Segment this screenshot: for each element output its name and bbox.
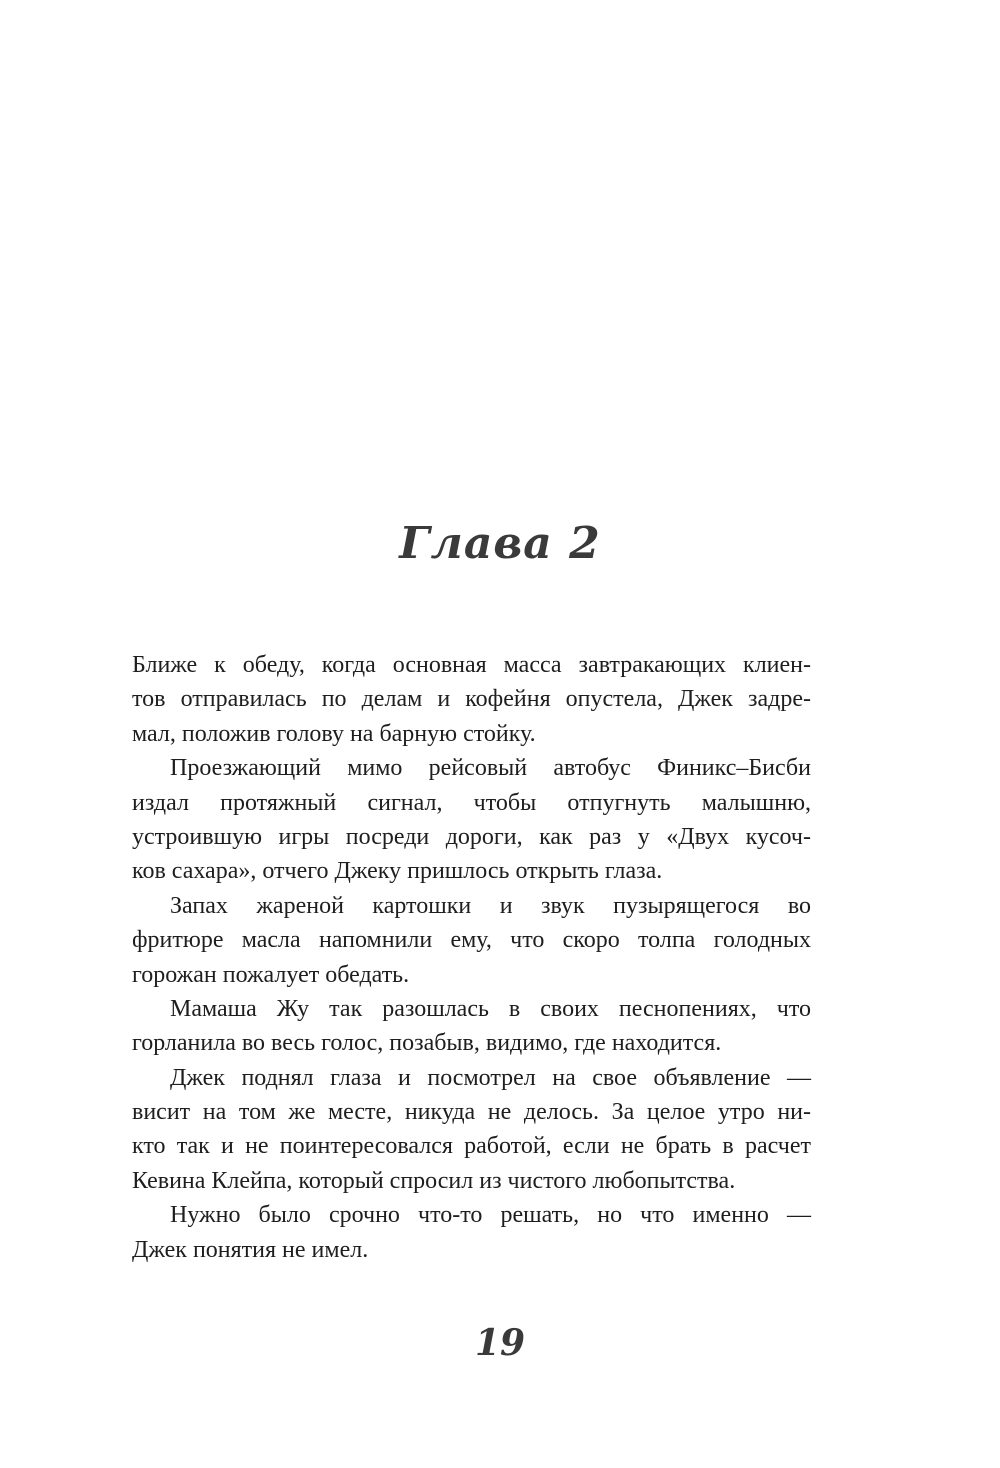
text-line: висит на том же месте, никуда не делось. За целое утро ни- [132,1099,811,1126]
paragraph [132,889,811,992]
text-line: фритюре масла напомнили ему, что скоро толпа голодных [132,927,811,954]
text-line: Кевина Клейпа, который спросил из чистого любопытства. [132,1167,736,1194]
text-line: издал протяжный сигнал, чтобы отпугнуть малышню, [132,789,811,816]
text-line: Запах жареной картошки и звук пузырящегося во [170,892,811,919]
text-line: Проезжающий мимо рейсовый автобус Финикс–Бисби [170,755,811,782]
paragraph [132,1061,811,1199]
text-line: Ближе к обеду, когда основная масса завтракающих клиен- [132,652,811,678]
page-number: 19 [474,1322,526,1364]
text-line: Джек поднял глаза и посмотрел на свое объявление — [170,1064,811,1091]
text-line: Нужно было срочно что-то решать, но что именно — [170,1202,811,1229]
text-line: устроившую игры посреди дороги, как раз у «Двух кусоч- [132,823,811,850]
text-line: мал, положив голову на барную стойку. [132,720,536,747]
text-line: кто так и не поинтересовался работой, если не брать в расчет [132,1133,811,1160]
text-line: ков сахара», отчего Джеку пришлось открыть глаза. [132,858,663,885]
text-line: Мамаша Жу так разошлась в своих песнопениях, что [170,995,811,1022]
text-line: тов отправилась по делам и кофейня опустела, Джек задре- [132,686,811,713]
text-line: горожан пожалует обедать. [132,961,410,988]
chapter-title: Глава 2 [399,518,601,569]
paragraph [132,751,811,889]
paragraph [132,1198,811,1267]
text-line: Джек понятия не имел. [132,1236,369,1263]
chapter-body [132,648,811,1267]
paragraph [132,992,811,1061]
paragraph [132,648,811,751]
text-line: горланила во весь голос, позабыв, видимо, где находится. [132,1030,722,1057]
